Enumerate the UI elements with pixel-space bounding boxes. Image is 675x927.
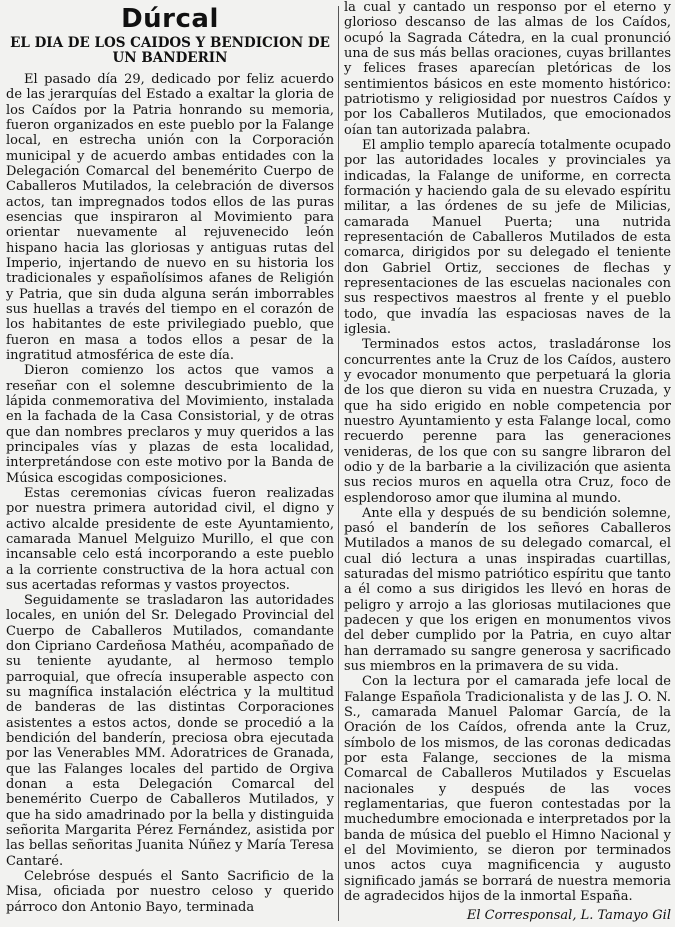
paragraph: Terminados estos actos, trasladáronse los concurrentes ante la Cruz de los Caídos, austero y evocador monumento que perpetuará la gloria de los que dieron su vida en nuestra Cruzada, y que ha sido erigido en noble competencia por nuestro Ayuntamiento y esta Falange local, como recuerdo perenne para las generaciones venideras, de los que con su sangre libraron del odio y de la barbarie a la civilización que asienta sus recios muros en aquella otra Cruz, foco de esplendoroso amor que ilumina al mundo. — [344, 337, 671, 506]
correspondent-signature: El Corresponsal, L. Tamayo Gil — [466, 908, 671, 924]
masthead-title: Dúrcal — [121, 4, 219, 34]
right-column — [344, 0, 671, 927]
article-headline: EL DIA DE LOS CAIDOS Y BENDICION DE UN BANDERIN — [10, 35, 330, 66]
paragraph: El pasado día 29, dedicado por feliz acuerdo de las jerarquías del Estado a exaltar la gloria de los Caídos por la Patria honrando su memoria, fueron organizados en este pueblo por la Falange local, en estrecha unión con la Corporación municipal y de acuerdo ambas entidades con la Delegación Comarcal del benemérito Cuerpo de Caballeros Mutilados, la celebración de diversos actos, tan impregnados todos ellos de las puras esencias que inspiraron al Movimiento para orientar nuevamente al rejuvenecido león hispano hacia las gloriosas y antiguas rutas del Imperio, injertando de nuevo en su historia los tradicionales y españolísimos afanes de Religión y Patria, que sin duda alguna serán imborrables sus huellas a través del tiempo en el corazón de los habitantes de este privilegiado pueblo, que fueron en masa a todos ellos a pesar de la ingratitud atmosférica de este día. — [6, 72, 334, 363]
paragraph: Con la lectura por el camarada jefe local de Falange Española Tradicionalista y de las J. O. N. S., camarada Manuel Palomar García, de la Oración de los Caídos, ofrenda ante la Cruz, símbolo de los mismos, de las coronas dedicadas por esta Falange, secciones de la misma Comarcal de Caballeros Mutilados y Escuelas nacionales y después de las voces reglamentarias, que fueron contestadas por la muchedumbre emocionada e interpretados por la banda de música del pueblo el Himno Nacional y el del Movimiento, se dieron por terminados unos actos cuya magnificencia y augusto significado jamás se borrará de nuestra memoria de agradecidos hijos de la inmortal España. — [344, 674, 671, 905]
left-column — [6, 0, 334, 927]
paragraph: Ante ella y después de su bendición solemne, pasó el banderín de los señores Caballeros Mutilados a manos de su delegado comarcal, el cual dió lectura a unas inspiradas cuartillas, saturadas del mismo patriótico espíritu que tanto a él como a sus dirigidos les llevó en horas de peligro y arrojo a las gloriosas mutilaciones que padecen y que los erigen en monumentos vivos del deber cumplido por la Patria, en cuyo altar han derramado su sangre generosa y sacrificado sus miembros en la primavera de su vida. — [344, 505, 671, 675]
paragraph: El amplio templo aparecía totalmente ocupado por las autoridades locales y provinciales ya indicadas, la Falange de uniforme, en correcta formación y haciendo gala de su elevado espíritu militar, a las órdenes de su jefe de Milicias, camarada Manuel Puerta; una nutrida representación de Caballeros Mutilados de esta comarca, dirigidos por su delegado el teniente don Gabriel Ortiz, secciones de flechas y representaciones de las escuelas nacionales con sus respectivos maestros al frente y el pueblo todo, que invadía las espaciosas naves de la iglesia. — [344, 137, 671, 337]
paragraph: Seguidamente se trasladaron las autoridades locales, en unión del Sr. Delegado Provincial del Cuerpo de Caballeros Mutilados, comandante don Cipriano Cardeñosa Mathéu, acompañado de su teniente ayudante, al hermoso templo parroquial, que ofrecía insuperable aspecto con su magnífica instalación eléctrica y la multitud de banderas de las distintas Corporaciones asistentes a estos actos, donde se procedió a la bendición del banderín, preciosa obra ejecutada por las Venerables MM. Adoratrices de Granada, que las Falanges locales del partido de Orgiva donan a esta Delegación Comarcal del benemérito Cuerpo de Caballeros Mutilados, y que ha sido amadrinado por la bella y distinguida señorita Margarita Pérez Fernández, asistida por las bellas señoritas Juanita Núñez y María Teresa Cantaré. — [6, 593, 334, 869]
paragraph: Estas ceremonias cívicas fueron realizadas por nuestra primera autoridad civil, el digno y activo alcalde presidente de este Ayuntamiento, camarada Manuel Melguizo Murillo, el que con incansable celo está incorporando a este pueblo a la corriente constructiva de la hora actual con sus acertadas reformas y vastos proyectos. — [6, 485, 334, 593]
paragraph: Dieron comienzo los actos que vamos a reseñar con el solemne descubrimiento de la lápida conmemorativa del Movimiento, instalada en la fachada de la Casa Consistorial, y de otras que dan nombres preclaros y muy queridos a las principales vías y plazas de esta localidad, interpretándose con este motivo por la Banda de Música escogidas composiciones. — [6, 363, 334, 486]
paragraph: Celebróse después el Santo Sacrificio de la Misa, oficiada por nuestro celoso y querido párroco don Antonio Bayo, terminada — [6, 869, 334, 915]
column-divider — [338, 6, 339, 921]
paragraph-continued: la cual y cantado un responso por el eterno y glorioso descanso de las almas de los Caídos, ocupó la Sagrada Cátedra, en la cual pronunció una de sus más bellas oraciones, cuyas brillantes y felices frases aparecían pletóricas de los sentimientos básicos en este momento histórico: patriotismo y religiosidad por nuestros Caídos y por los Caballeros Mutilados, que emocionados oían tan autorizada palabra. — [344, 0, 671, 138]
